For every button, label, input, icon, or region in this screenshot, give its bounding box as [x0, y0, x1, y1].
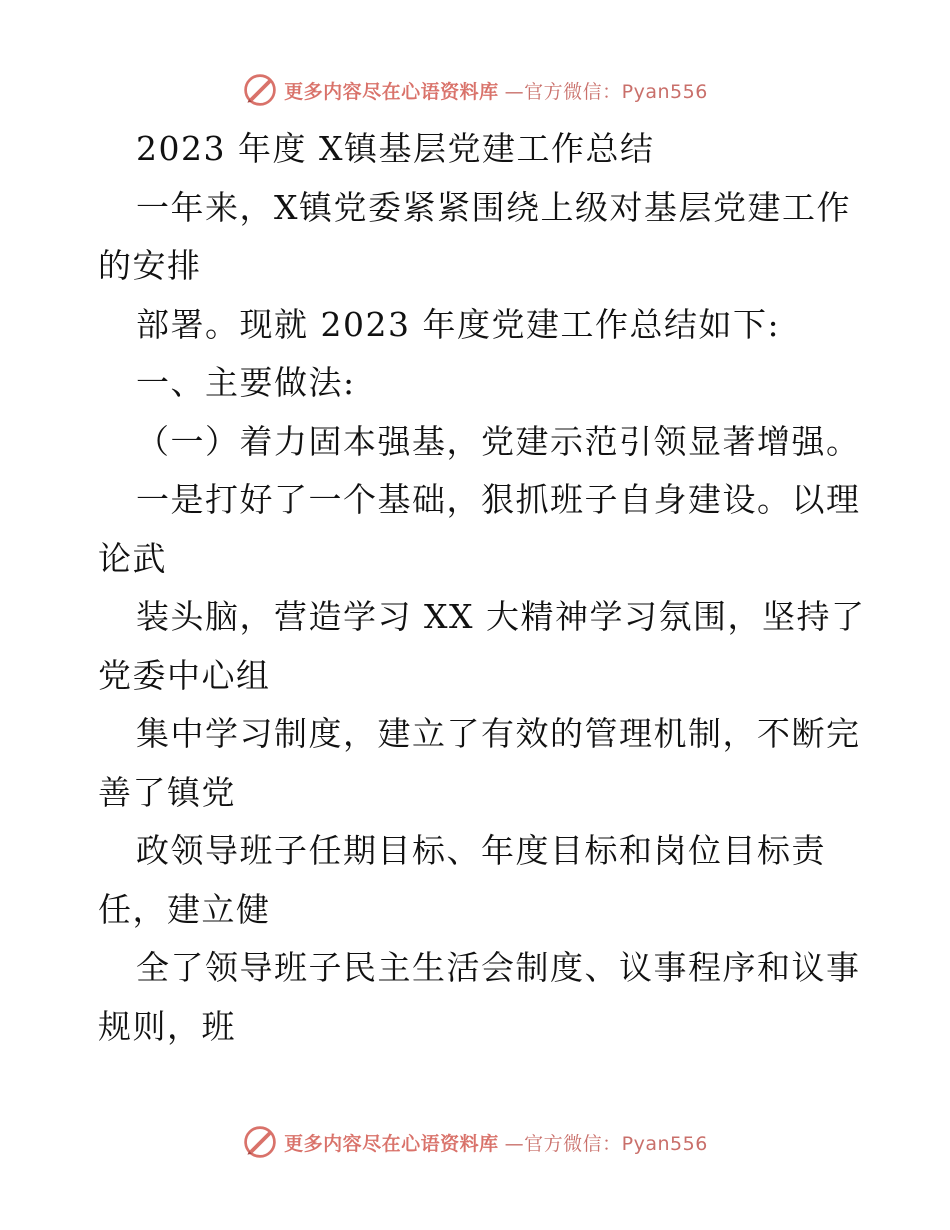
subsection-heading: （一）着力固本强基，党建示范引领显著增强。 — [136, 421, 861, 461]
paragraph-line: 部署。现就 2023 年度党建工作总结如下: — [136, 304, 781, 344]
paragraph-line: 全了领导班子民主生活会制度、议事程序和议事 — [136, 948, 861, 987]
document-body — [98, 120, 866, 1056]
banner-primary-text: 更多内容尽在心语资料库 — [284, 80, 499, 103]
banner-wechat-text: —官方微信：Pyan556 — [504, 1132, 708, 1155]
paragraph-line: 规则，班 — [98, 1006, 236, 1046]
paragraph-line: 论武 — [98, 538, 167, 578]
document-title: 2023 年度 X镇基层党建工作总结 — [136, 129, 655, 168]
paragraph-line: 一年来，X镇党委紧紧围绕上级对基层党建工作 — [136, 187, 851, 227]
paragraph-line: 的安排 — [98, 246, 202, 285]
paragraph-line: 善了镇党 — [98, 772, 236, 812]
paragraph-line: 党委中心组 — [98, 655, 271, 695]
header-banner — [0, 70, 950, 110]
footer-banner — [0, 1122, 950, 1162]
banner-primary-text: 更多内容尽在心语资料库 — [284, 1132, 499, 1155]
pen-logo-icon — [242, 1124, 278, 1160]
paragraph-line: 一是打好了一个基础，狠抓班子自身建设。以理 — [136, 480, 861, 519]
paragraph-line: 装头脑，营造学习 XX 大精神学习氛围，坚持了 — [136, 597, 866, 636]
paragraph-line: 任，建立健 — [98, 889, 271, 929]
pen-logo-icon — [242, 72, 278, 108]
paragraph-line: 集中学习制度，建立了有效的管理机制，不断完 — [136, 714, 861, 753]
section-heading: 一、主要做法: — [136, 363, 356, 402]
banner-wechat-text: —官方微信：Pyan556 — [504, 80, 708, 103]
paragraph-line: 政领导班子任期目标、年度目标和岗位目标责 — [136, 831, 826, 870]
